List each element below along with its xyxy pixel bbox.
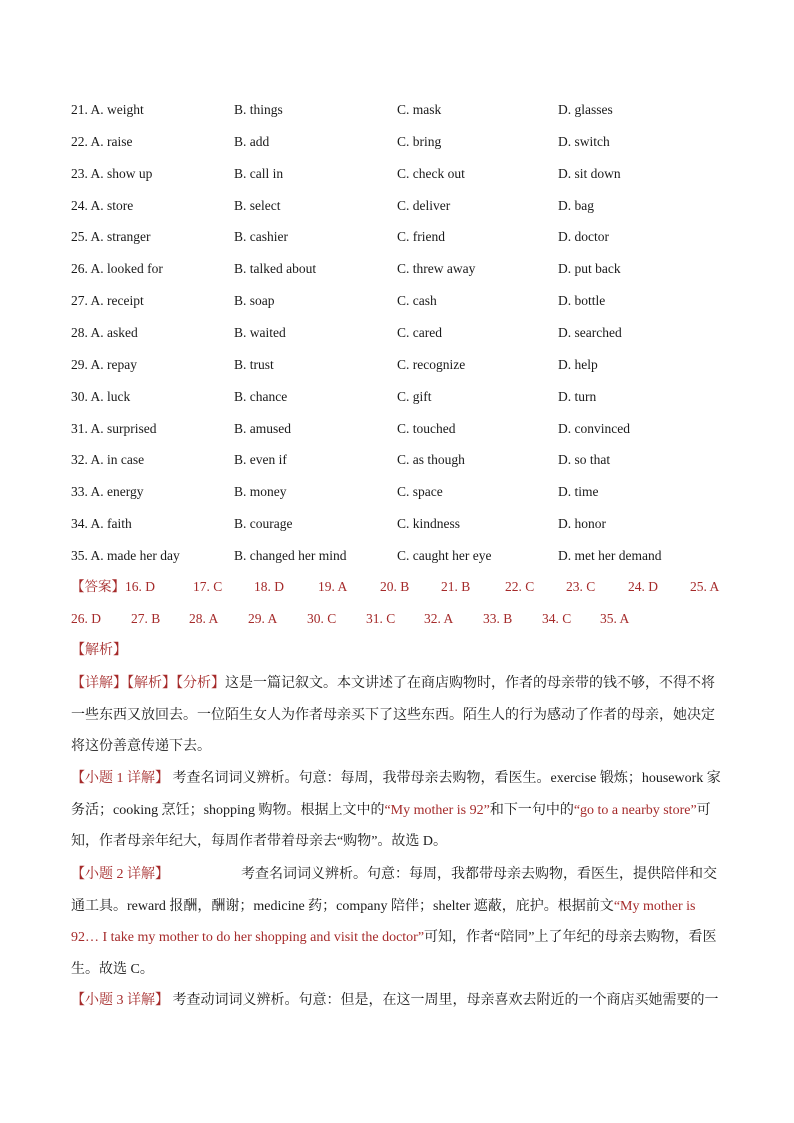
question-row: [0, 546, 794, 566]
option-c: C. bring: [397, 133, 442, 149]
option-a: 26. A. looked for: [71, 261, 163, 277]
option-c: C. touched: [397, 420, 456, 436]
q2-text: 考查名词词义辨析。句意：每周，我都带母亲去购物，看医生，提供陪伴和交通工具。reward 报酬，酬谢；medicine 药；company 陪伴；shelter 遮蔽，庇护。根据前文: [71, 867, 717, 914]
answer-item: 25. A: [690, 579, 720, 594]
option-a: 24. A. store: [71, 197, 134, 213]
option-d: D. time: [558, 484, 599, 500]
q2-quote: “My mother is 92… I take my mother to do her shopping and visit the doctor”: [71, 898, 696, 945]
answer-item: 21. B: [441, 579, 471, 594]
option-b: B. changed her mind: [234, 547, 347, 563]
option-d: D. switch: [558, 133, 610, 149]
option-b: B. trust: [234, 356, 274, 372]
question-row: [0, 387, 794, 407]
q1-text: 可知，作者母亲年纪大，每周作者带着母亲去“购物”。故选 D。: [71, 802, 711, 849]
option-a: 29. A. repay: [71, 356, 137, 372]
question-1-explanation: [71, 763, 726, 858]
question-3-explanation: [71, 985, 726, 1017]
option-a: 30. A. luck: [71, 388, 131, 404]
option-b: B. amused: [234, 420, 291, 436]
option-d: D. met her demand: [558, 547, 662, 563]
question-row: [0, 291, 794, 311]
option-a: 23. A. show up: [71, 165, 153, 181]
option-c: C. caught her eye: [397, 547, 492, 563]
answer-item: 31. C: [366, 611, 396, 626]
option-b: B. call in: [234, 165, 284, 181]
q1-text: 和下一句中的: [489, 802, 574, 818]
option-c: C. kindness: [397, 516, 461, 532]
option-d: D. searched: [558, 324, 622, 340]
option-d: D. sit down: [558, 165, 621, 181]
answer-item: 23. C: [566, 579, 596, 594]
option-b: B. select: [234, 197, 281, 213]
answer-item: 33. B: [483, 611, 513, 626]
option-d: D. turn: [558, 388, 597, 404]
q1-quote: “My mother is 92”: [384, 802, 490, 818]
option-c: C. cared: [397, 324, 442, 340]
option-a: 33. A. energy: [71, 484, 144, 500]
answer-item: 34. C: [542, 611, 572, 626]
detail-label: 【详解】【解析】【分析】: [71, 676, 225, 691]
option-c: C. recognize: [397, 356, 466, 372]
option-b: B. even if: [234, 452, 287, 468]
option-c: C. space: [397, 484, 443, 500]
option-d: D. help: [558, 356, 598, 372]
question-2-label: 【小题 2 详解】: [71, 867, 169, 882]
question-row: [0, 355, 794, 375]
option-b: B. chance: [234, 388, 288, 404]
q3-text: 考查动词词义辨析。句意：但是，在这一周里，母亲喜欢去附近的一个商店买她需要的一: [169, 993, 719, 1008]
answer-item: 20. B: [380, 579, 410, 594]
question-row: [0, 259, 794, 279]
option-b: B. soap: [234, 293, 275, 309]
option-d: D. convinced: [558, 420, 630, 436]
option-c: C. as though: [397, 452, 465, 468]
option-b: B. waited: [234, 324, 286, 340]
answer-item: 24. D: [628, 579, 658, 594]
answer-item: 18. D: [254, 579, 284, 594]
option-b: B. courage: [234, 516, 293, 532]
q1-text: 考查名词词义辨析。句意：每周，我带母亲去购物，看医生。exercise 锻炼；housework 家务活；cooking 烹饪；shopping 购物。根据上文中的: [71, 771, 721, 818]
question-row: [0, 450, 794, 470]
option-b: B. add: [234, 133, 270, 149]
answer-row-1: [0, 577, 794, 597]
option-a: 31. A. surprised: [71, 420, 157, 436]
option-d: D. honor: [558, 516, 606, 532]
option-d: D. bag: [558, 197, 594, 213]
question-row: [0, 227, 794, 247]
option-d: D. put back: [558, 261, 621, 277]
analysis-heading: 【解析】: [71, 643, 127, 658]
option-c: C. friend: [397, 229, 445, 245]
question-row: [0, 196, 794, 216]
option-b: B. cashier: [234, 229, 288, 245]
option-d: D. so that: [558, 452, 611, 468]
option-c: C. cash: [397, 293, 437, 309]
option-b: B. things: [234, 102, 283, 117]
option-d: D. bottle: [558, 293, 606, 309]
option-c: C. mask: [397, 102, 442, 117]
question-row: [0, 514, 794, 534]
question-row: [0, 419, 794, 439]
answer-item: 28. A: [189, 611, 219, 626]
option-a: 21. A. weight: [71, 102, 144, 117]
question-row: [0, 164, 794, 184]
option-b: B. money: [234, 484, 287, 500]
answer-row-2: [0, 609, 794, 629]
option-a: 34. A. faith: [71, 516, 132, 532]
option-d: D. glasses: [558, 102, 613, 117]
option-a: 25. A. stranger: [71, 229, 151, 245]
option-a: 32. A. in case: [71, 452, 145, 468]
detail-text: 这是一篇记叙文。本文讲述了在商店购物时，作者的母亲带的钱不够，不得不将一些东西又放回去。一位陌生女人为作者母亲买下了这些东西。陌生人的行为感动了作者的母亲，她决定将这份善意传递下去。: [71, 676, 715, 754]
question-row: [0, 100, 794, 120]
answer-item: 26. D: [71, 611, 101, 626]
answer-item: 【答案】16. D: [71, 579, 155, 594]
answer-item: 19. A: [318, 579, 348, 594]
answer-item: 30. C: [307, 611, 337, 626]
question-row: [0, 482, 794, 502]
question-1-label: 【小题 1 详解】: [71, 771, 169, 786]
answer-item: 32. A: [424, 611, 454, 626]
option-c: C. check out: [397, 165, 465, 181]
answer-item: 27. B: [131, 611, 161, 626]
answer-item: 35. A: [600, 611, 630, 626]
option-c: C. threw away: [397, 261, 476, 277]
option-c: C. gift: [397, 388, 432, 404]
answer-item: 29. A: [248, 611, 278, 626]
option-a: 35. A. made her day: [71, 547, 180, 563]
option-a: 28. A. asked: [71, 324, 138, 340]
question-2-explanation: [71, 859, 726, 985]
option-a: 27. A. receipt: [71, 293, 144, 309]
question-3-label: 【小题 3 详解】: [71, 993, 169, 1008]
question-row: [0, 323, 794, 343]
question-row: [0, 132, 794, 152]
option-c: C. deliver: [397, 197, 451, 213]
answer-item: 22. C: [505, 579, 535, 594]
answer-item: 17. C: [193, 579, 223, 594]
option-d: D. doctor: [558, 229, 609, 245]
q1-quote: “go to a nearby store”: [573, 802, 697, 818]
q2-text: 可知，作者“陪同”上了年纪的母亲去购物，看医生。故选 C。: [71, 930, 717, 977]
option-b: B. talked about: [234, 261, 317, 277]
detail-paragraph: [71, 668, 726, 763]
option-a: 22. A. raise: [71, 133, 133, 149]
